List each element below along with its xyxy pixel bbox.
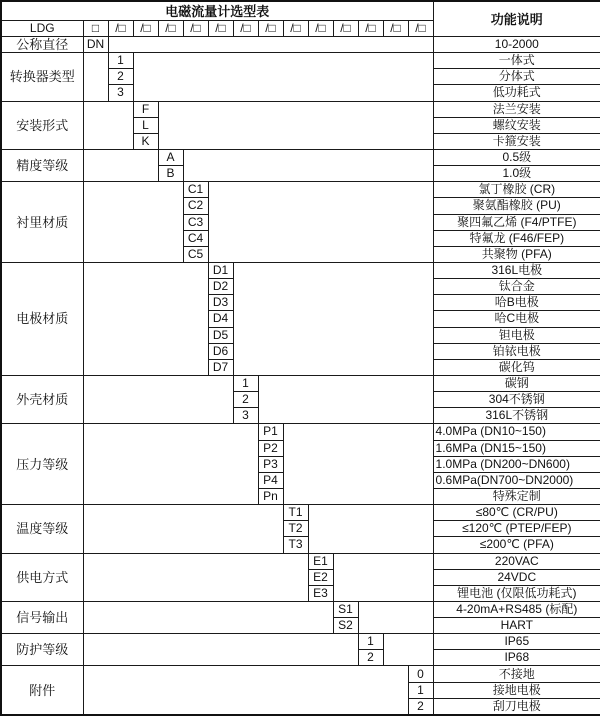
option-desc-cell: 0.6MPa(DN700~DN2000) [433, 472, 600, 488]
option-desc-cell: 卡箍安装 [433, 133, 600, 149]
option-code-cell: C1 [183, 182, 208, 198]
spacer-cell [333, 553, 433, 601]
model-slot-box: /□ [383, 21, 408, 37]
option-row [1, 262, 600, 278]
option-code-cell: 1 [233, 375, 258, 391]
option-desc-cell: 4.0MPa (DN10~150) [433, 424, 600, 440]
option-desc-cell: 碳化钨 [433, 359, 600, 375]
option-desc-cell: 特氟龙 (F46/FEP) [433, 230, 600, 246]
model-slot-box: /□ [183, 21, 208, 37]
option-code-cell: 1 [108, 53, 133, 69]
group-label: 信号输出 [1, 601, 83, 633]
model-slot-box: /□ [408, 21, 433, 37]
model-code-box: □ [83, 21, 108, 37]
option-desc-cell: 碳钢 [433, 375, 600, 391]
option-desc-cell: 不接地 [433, 666, 600, 682]
group-label: 外壳材质 [1, 375, 83, 423]
spacer-cell [83, 666, 408, 715]
option-code-cell: C2 [183, 198, 208, 214]
function-column-header: 功能说明 [433, 1, 600, 37]
spacer-cell [83, 601, 333, 633]
option-row [1, 375, 600, 391]
option-code-cell: E2 [308, 569, 333, 585]
option-code-cell: 2 [408, 698, 433, 715]
option-row [1, 666, 600, 682]
spacer-cell [133, 53, 433, 101]
spacer-cell [308, 505, 433, 553]
option-code-cell: DN [83, 37, 108, 53]
option-code-cell: T1 [283, 505, 308, 521]
group-label: 精度等级 [1, 149, 83, 181]
option-desc-cell: 哈B电极 [433, 295, 600, 311]
spacer-cell [383, 634, 433, 666]
group-label: 防护等级 [1, 634, 83, 666]
group-label: 安装形式 [1, 101, 83, 149]
option-row [1, 601, 600, 617]
option-desc-cell: 1.6MPa (DN15~150) [433, 440, 600, 456]
option-row [1, 149, 600, 165]
spacer-cell [258, 375, 433, 423]
option-desc-cell: HART [433, 618, 600, 634]
option-desc-cell: 聚氨酯橡胶 (PU) [433, 198, 600, 214]
option-code-cell: P3 [258, 456, 283, 472]
option-code-cell: D2 [208, 279, 233, 295]
spacer-cell [83, 53, 108, 101]
spacer-cell [83, 375, 233, 423]
model-slot-box: /□ [333, 21, 358, 37]
option-code-cell: K [133, 133, 158, 149]
option-code-cell: D7 [208, 359, 233, 375]
group-label: 温度等级 [1, 505, 83, 553]
option-code-cell: L [133, 117, 158, 133]
spacer-cell [83, 101, 133, 149]
option-code-cell: D5 [208, 327, 233, 343]
group-label: 压力等级 [1, 424, 83, 505]
option-code-cell: 2 [233, 392, 258, 408]
option-desc-cell: 低功耗式 [433, 85, 600, 101]
option-code-cell: T3 [283, 537, 308, 553]
spacer-cell [358, 601, 433, 633]
option-desc-cell: 聚四氟乙烯 (F4/PTFE) [433, 214, 600, 230]
option-desc-cell: 钽电极 [433, 327, 600, 343]
spacer-cell [83, 424, 258, 505]
title-row [1, 1, 600, 21]
option-code-cell: E1 [308, 553, 333, 569]
option-code-cell: E3 [308, 585, 333, 601]
option-code-cell: D6 [208, 343, 233, 359]
option-desc-cell: 法兰安装 [433, 101, 600, 117]
option-code-cell: A [158, 149, 183, 165]
option-desc-cell: ≤120℃ (PTEP/FEP) [433, 521, 600, 537]
option-row [1, 553, 600, 569]
option-desc-cell: 316L不锈钢 [433, 408, 600, 424]
option-desc-cell: 螺纹安装 [433, 117, 600, 133]
group-label: 衬里材质 [1, 182, 83, 263]
option-code-cell: P1 [258, 424, 283, 440]
option-desc-cell: 哈C电极 [433, 311, 600, 327]
option-desc-cell: 4-20mA+RS485 (标配) [433, 601, 600, 617]
option-code-cell: D4 [208, 311, 233, 327]
option-desc-cell: 0.5级 [433, 149, 600, 165]
option-code-cell: D3 [208, 295, 233, 311]
group-label: 电极材质 [1, 262, 83, 375]
model-prefix-label: LDG [1, 21, 83, 37]
spacer-cell [83, 553, 308, 601]
option-row [1, 424, 600, 440]
option-code-cell: 1 [358, 634, 383, 650]
option-desc-cell: 分体式 [433, 69, 600, 85]
spacer-cell [83, 505, 283, 553]
option-row [1, 182, 600, 198]
group-label: 公称直径 [1, 37, 83, 53]
option-desc-cell: 1.0级 [433, 166, 600, 182]
option-desc-cell: 304不锈钢 [433, 392, 600, 408]
option-desc-cell: 一体式 [433, 53, 600, 69]
option-code-cell: D1 [208, 262, 233, 278]
option-code-cell: 3 [108, 85, 133, 101]
model-slot-box: /□ [233, 21, 258, 37]
option-code-cell: 0 [408, 666, 433, 682]
model-slot-box: /□ [158, 21, 183, 37]
spacer-cell [83, 634, 358, 666]
group-label: 供电方式 [1, 553, 83, 601]
option-code-cell: T2 [283, 521, 308, 537]
option-desc-cell: 24VDC [433, 569, 600, 585]
option-code-cell: 3 [233, 408, 258, 424]
option-desc-cell: 接地电极 [433, 682, 600, 698]
option-desc-cell: 220VAC [433, 553, 600, 569]
option-desc-cell: 特殊定制 [433, 488, 600, 504]
option-desc-cell: 钛合金 [433, 279, 600, 295]
option-desc-cell: 10-2000 [433, 37, 600, 53]
option-desc-cell: ≤200℃ (PFA) [433, 537, 600, 553]
spacer-cell [183, 149, 433, 181]
option-code-cell: Pn [258, 488, 283, 504]
option-code-cell: 2 [108, 69, 133, 85]
option-desc-cell: 氯丁橡胶 (CR) [433, 182, 600, 198]
model-slot-box: /□ [358, 21, 383, 37]
spacer-cell [158, 101, 433, 149]
option-row [1, 101, 600, 117]
option-desc-cell: ≤80℃ (CR/PU) [433, 505, 600, 521]
spacer-cell [208, 182, 433, 263]
group-label: 转换器类型 [1, 53, 83, 101]
option-code-cell: P4 [258, 472, 283, 488]
option-row [1, 634, 600, 650]
model-slot-box: /□ [258, 21, 283, 37]
option-code-cell: S1 [333, 601, 358, 617]
option-code-cell: P2 [258, 440, 283, 456]
option-code-cell: 1 [408, 682, 433, 698]
option-desc-cell: 1.0MPa (DN200~DN600) [433, 456, 600, 472]
page-title: 电磁流量计选型表 [1, 1, 433, 21]
option-row [1, 505, 600, 521]
option-desc-cell: IP65 [433, 634, 600, 650]
spacer-cell [83, 149, 158, 181]
option-desc-cell: IP68 [433, 650, 600, 666]
model-slot-box: /□ [208, 21, 233, 37]
option-code-cell: F [133, 101, 158, 117]
option-row [1, 37, 600, 53]
spacer-cell [83, 262, 208, 375]
option-code-cell: B [158, 166, 183, 182]
option-code-cell: 2 [358, 650, 383, 666]
model-slot-box: /□ [283, 21, 308, 37]
model-slot-box: /□ [133, 21, 158, 37]
model-slot-box: /□ [108, 21, 133, 37]
group-label: 附件 [1, 666, 83, 715]
spacer-cell [83, 182, 183, 263]
option-desc-cell: 共聚物 (PFA) [433, 246, 600, 262]
option-code-cell: C4 [183, 230, 208, 246]
option-code-cell: C5 [183, 246, 208, 262]
spacer-cell [108, 37, 433, 53]
spacer-cell [233, 262, 433, 375]
option-row [1, 53, 600, 69]
spacer-cell [283, 424, 433, 505]
option-desc-cell: 刮刀电极 [433, 698, 600, 715]
model-slot-box: /□ [308, 21, 333, 37]
option-desc-cell: 铂铱电极 [433, 343, 600, 359]
option-code-cell: S2 [333, 618, 358, 634]
option-desc-cell: 锂电池 (仅限低功耗式) [433, 585, 600, 601]
option-code-cell: C3 [183, 214, 208, 230]
option-desc-cell: 316L电极 [433, 262, 600, 278]
